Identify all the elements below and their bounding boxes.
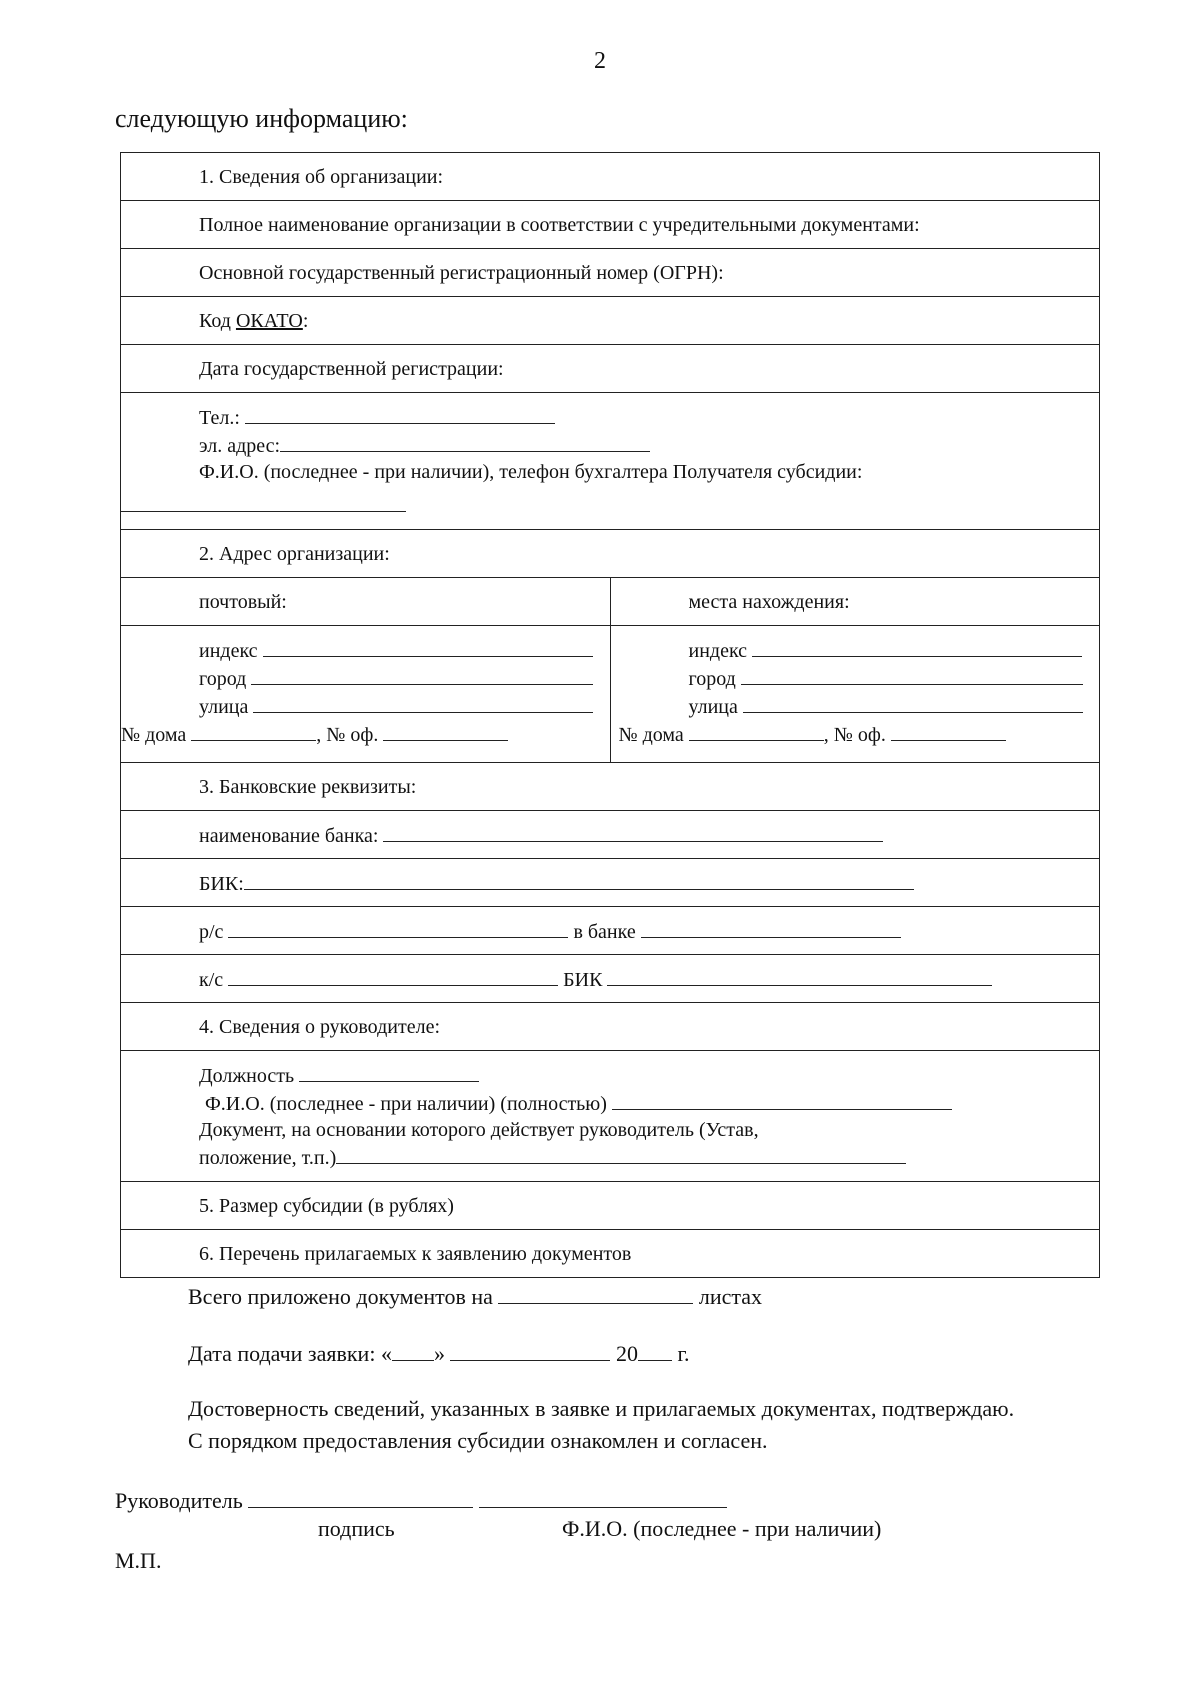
postal-house-blank[interactable] bbox=[191, 720, 316, 741]
tel-blank[interactable] bbox=[245, 403, 555, 424]
fio-caption: Ф.И.О. (последнее - при наличии) bbox=[562, 1516, 882, 1541]
position-blank[interactable] bbox=[299, 1061, 479, 1082]
rs-label: р/с bbox=[199, 920, 224, 943]
bik2-label: БИК bbox=[563, 968, 603, 991]
location-index-label: индекс bbox=[688, 640, 748, 662]
section-5-heading: 5. Размер субсидии (в рублях) bbox=[121, 1182, 1100, 1230]
bik-label: БИК: bbox=[199, 872, 244, 895]
section-1-heading: 1. Сведения об организации: bbox=[121, 153, 1100, 201]
head-doc-blank[interactable] bbox=[336, 1143, 906, 1164]
head-fio-label: Ф.И.О. (последнее - при наличии) (полностью) bbox=[205, 1093, 607, 1115]
email-blank[interactable] bbox=[280, 431, 650, 452]
head-signature-line bbox=[115, 1487, 727, 1514]
accountant-blank[interactable] bbox=[121, 491, 406, 512]
head-fio-blank[interactable] bbox=[612, 1089, 952, 1110]
total-docs-line bbox=[188, 1283, 762, 1310]
table-row bbox=[121, 1182, 1100, 1230]
ks-label: к/с bbox=[199, 968, 224, 991]
table-row bbox=[121, 578, 1100, 626]
head-fio-sign-blank[interactable] bbox=[479, 1487, 727, 1508]
reg-date-field: Дата государственной регистрации: bbox=[121, 345, 1100, 393]
stamp-place: М.П. bbox=[115, 1548, 162, 1573]
total-docs-label: Всего приложено документов на bbox=[188, 1284, 493, 1309]
month-blank[interactable] bbox=[450, 1340, 610, 1361]
location-city-label: город bbox=[688, 668, 736, 690]
bik-blank[interactable] bbox=[244, 869, 914, 890]
table-row bbox=[121, 393, 1100, 530]
bik2-blank[interactable] bbox=[607, 965, 992, 986]
table-row bbox=[121, 201, 1100, 249]
table-row bbox=[121, 1051, 1100, 1182]
table-row bbox=[121, 530, 1100, 578]
table-row bbox=[121, 297, 1100, 345]
submission-date-line bbox=[188, 1340, 690, 1367]
okato-field bbox=[121, 297, 1100, 345]
table-row bbox=[121, 626, 1100, 763]
confirm-line-2: С порядком предоставления субсидии ознакомлен и согласен. bbox=[188, 1428, 768, 1453]
location-office-label: , № оф. bbox=[823, 724, 886, 746]
bank-name-label: наименование банка: bbox=[199, 824, 379, 847]
table-row bbox=[121, 907, 1100, 955]
head-info-cell bbox=[121, 1051, 1100, 1182]
location-address-cell bbox=[610, 626, 1100, 763]
table-row bbox=[121, 859, 1100, 907]
confirm-line-1: Достоверность сведений, указанных в заявке и прилагаемых документах, подтверждаю. bbox=[188, 1396, 1015, 1421]
okato-prefix: Код bbox=[199, 309, 236, 332]
postal-house-label: № дома bbox=[121, 724, 187, 746]
signature-blank[interactable] bbox=[248, 1487, 473, 1508]
postal-index-label: индекс bbox=[199, 640, 258, 662]
ogrn-field: Основной государственный регистрационный номер (ОГРН): bbox=[121, 249, 1100, 297]
table-row bbox=[121, 763, 1100, 811]
postal-street-blank[interactable] bbox=[253, 692, 593, 713]
table-row bbox=[121, 811, 1100, 859]
year-prefix: 20 bbox=[615, 1341, 638, 1366]
in-bank-blank[interactable] bbox=[641, 917, 901, 938]
okato-link[interactable]: ОКАТО bbox=[235, 309, 303, 332]
postal-address-cell bbox=[121, 626, 611, 763]
section-4-heading: 4. Сведения о руководителе: bbox=[121, 1003, 1100, 1051]
postal-city-label: город bbox=[199, 668, 247, 690]
table-row bbox=[121, 1003, 1100, 1051]
postal-city-blank[interactable] bbox=[251, 664, 593, 685]
table-row bbox=[121, 249, 1100, 297]
okato-suffix: : bbox=[302, 309, 309, 332]
table-row bbox=[121, 153, 1100, 201]
day-blank[interactable] bbox=[392, 1340, 434, 1361]
postal-street-label: улица bbox=[199, 696, 249, 718]
postal-index-blank[interactable] bbox=[263, 636, 593, 657]
in-bank-label: в банке bbox=[573, 920, 636, 943]
head-doc-label: Документ, на основании которого действует руководитель (Устав, bbox=[199, 1119, 759, 1141]
page-number: 2 bbox=[594, 48, 606, 74]
application-form-table bbox=[120, 152, 1100, 1278]
table-row bbox=[121, 955, 1100, 1003]
contacts-cell bbox=[121, 393, 1100, 530]
sheets-label: листах bbox=[698, 1284, 763, 1309]
ks-field bbox=[121, 955, 1100, 1003]
table-row bbox=[121, 1230, 1100, 1278]
bank-name-field bbox=[121, 811, 1100, 859]
head-label: Руководитель bbox=[115, 1488, 243, 1513]
intro-text: следующую информацию: bbox=[115, 104, 408, 133]
postal-office-label: , № оф. bbox=[316, 724, 379, 746]
postal-heading: почтовый: bbox=[121, 578, 611, 626]
full-name-field: Полное наименование организации в соответствии с учредительными документами: bbox=[121, 201, 1100, 249]
rs-field bbox=[121, 907, 1100, 955]
accountant-label: Ф.И.О. (последнее - при наличии), телефон бухгалтера Получателя субсидии: bbox=[199, 461, 863, 483]
location-street-blank[interactable] bbox=[743, 692, 1083, 713]
section-2-heading: 2. Адрес организации: bbox=[121, 530, 1100, 578]
location-house-blank[interactable] bbox=[689, 720, 824, 741]
ks-blank[interactable] bbox=[228, 965, 558, 986]
date-close: » bbox=[433, 1341, 445, 1366]
location-index-blank[interactable] bbox=[752, 636, 1082, 657]
year-blank[interactable] bbox=[638, 1340, 672, 1361]
section-6-heading: 6. Перечень прилагаемых к заявлению документов bbox=[121, 1230, 1100, 1278]
location-office-blank[interactable] bbox=[891, 720, 1006, 741]
location-city-blank[interactable] bbox=[741, 664, 1083, 685]
postal-office-blank[interactable] bbox=[383, 720, 508, 741]
bik-field bbox=[121, 859, 1100, 907]
bank-name-blank[interactable] bbox=[383, 821, 883, 842]
rs-blank[interactable] bbox=[228, 917, 568, 938]
location-street-label: улица bbox=[688, 696, 738, 718]
table-row bbox=[121, 345, 1100, 393]
signature-caption: подпись bbox=[318, 1516, 395, 1541]
date-label: Дата подачи заявки: « bbox=[188, 1341, 392, 1366]
total-docs-blank[interactable] bbox=[498, 1283, 693, 1304]
tel-label: Тел.: bbox=[199, 407, 240, 429]
position-label: Должность bbox=[199, 1065, 295, 1087]
year-suffix: г. bbox=[677, 1341, 690, 1366]
head-doc2-label: положение, т.п.) bbox=[199, 1147, 337, 1169]
email-label: эл. адрес: bbox=[199, 435, 281, 457]
location-heading: места нахождения: bbox=[610, 578, 1100, 626]
location-house-label: № дома bbox=[618, 724, 684, 746]
section-3-heading: 3. Банковские реквизиты: bbox=[121, 763, 1100, 811]
